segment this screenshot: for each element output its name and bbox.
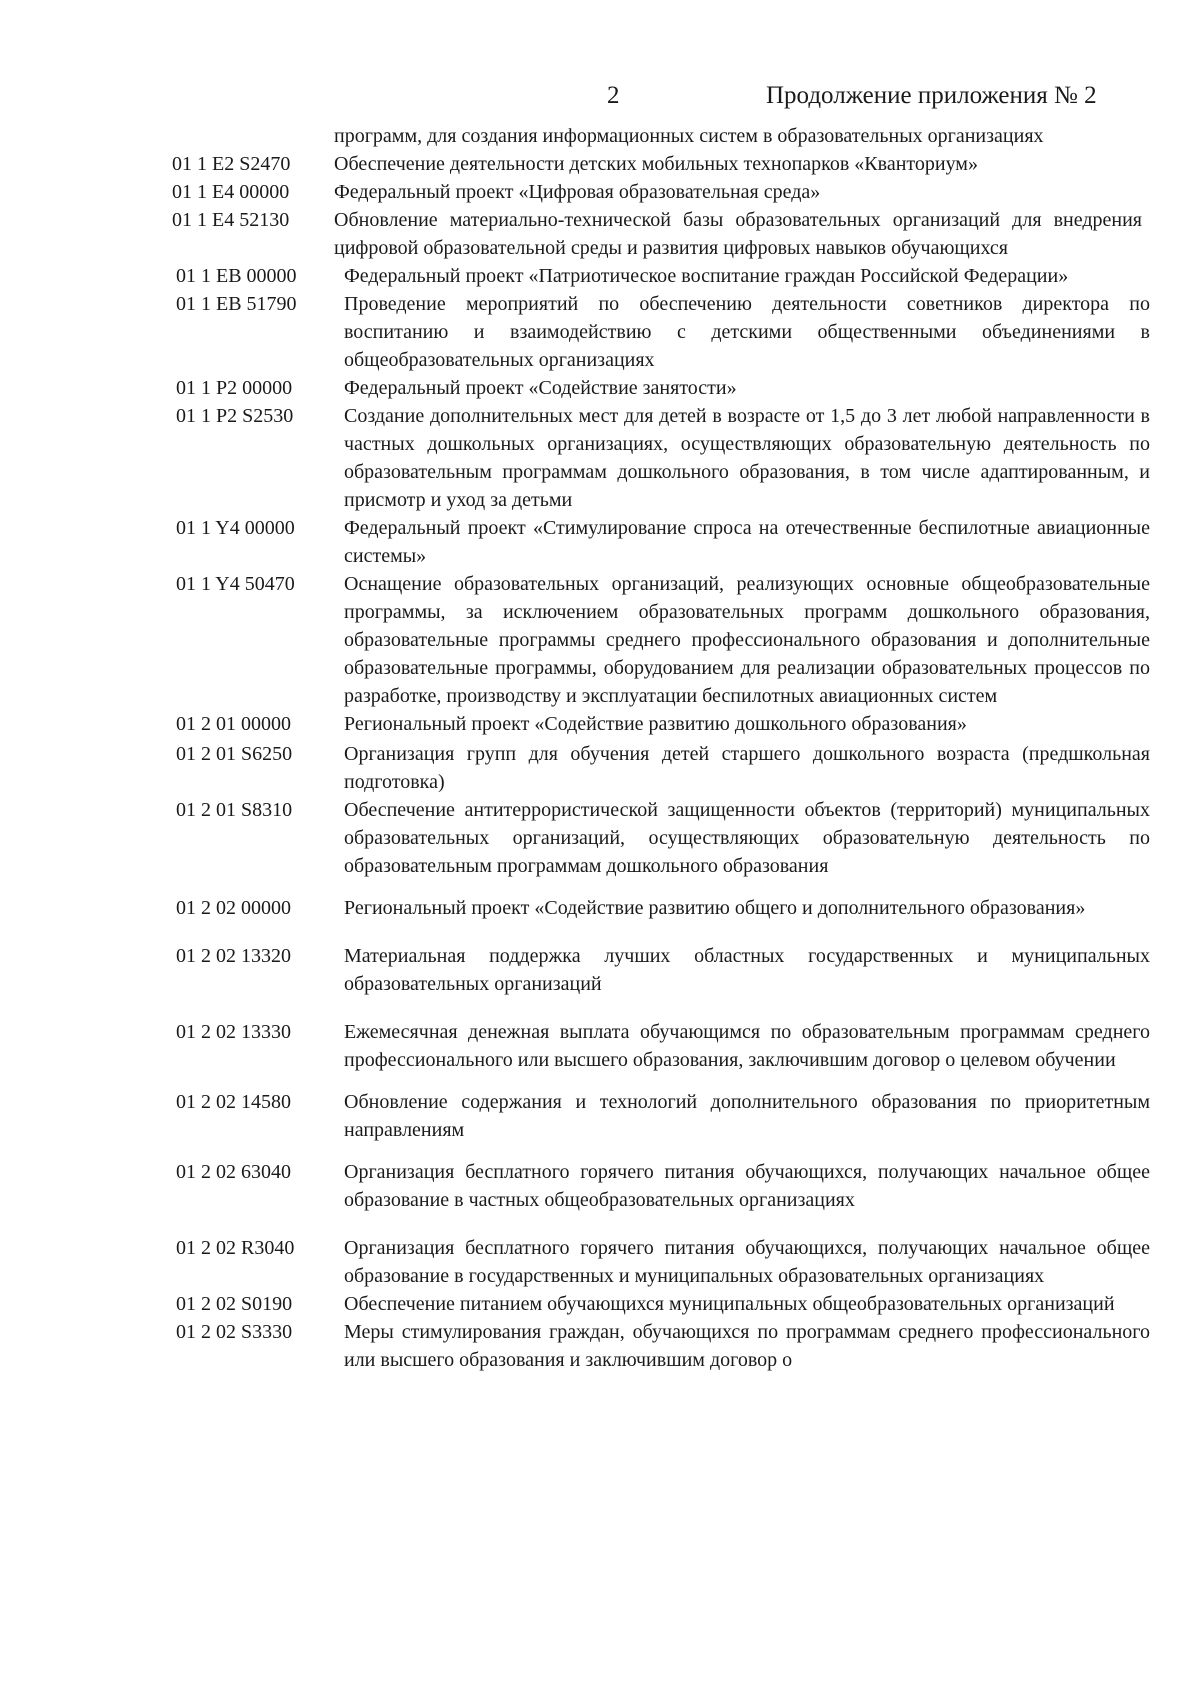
entry-code: 01 2 01 S6250 (176, 743, 293, 765)
entry-description: Обеспечение антитеррористической защищенности объектов (территорий) муниципальных образовательных организаций, осуществляющих образовательную деятельность по образовательным программам дошкольного образования (344, 799, 1150, 877)
list-item (172, 1234, 1150, 1290)
entry-code: 01 1 E4 00000 (172, 181, 290, 203)
list-item (172, 178, 1142, 206)
entry-description: Федеральный проект «Цифровая образовательная среда» (334, 181, 821, 203)
list-item (172, 122, 1142, 150)
entry-code: 01 1 Y4 50470 (176, 573, 295, 595)
entry-description: программ, для создания информационных систем в образовательных организациях (334, 125, 1044, 147)
entry-description: Федеральный проект «Патриотическое воспитание граждан Российской Федерации» (344, 265, 1069, 287)
entry-description: Меры стимулирования граждан, обучающихся по программам среднего профессионального или высшего образования и заключившим договор о (344, 1321, 1150, 1371)
page-number: 2 (607, 82, 620, 109)
list-item (172, 1290, 1150, 1318)
list-item (172, 514, 1150, 570)
entry-code: 01 1 E2 S2470 (172, 153, 291, 175)
list-item (172, 290, 1150, 374)
entry-code: 01 2 01 00000 (176, 713, 291, 735)
page-header (0, 82, 1200, 116)
list-item (172, 1018, 1150, 1074)
list-item (172, 570, 1150, 710)
list-item (172, 1318, 1150, 1374)
entry-code: 01 1 E4 52130 (172, 209, 290, 231)
entry-description: Организация бесплатного горячего питания обучающихся, получающих начальное общее образование в частных общеобразовательных организациях (344, 1161, 1150, 1211)
entry-description: Организация бесплатного горячего питания обучающихся, получающих начальное общее образование в государственных и муниципальных образовательных организациях (344, 1237, 1150, 1287)
list-item (172, 206, 1142, 262)
list-item (172, 894, 1150, 922)
list-item (172, 402, 1150, 514)
entry-code: 01 1 EB 51790 (176, 293, 297, 315)
list-item (172, 262, 1150, 290)
entry-description: Обеспечение деятельности детских мобильных технопарков «Кванториум» (334, 153, 978, 175)
entry-code: 01 2 01 S8310 (176, 799, 293, 821)
entry-code: 01 1 Y4 00000 (176, 517, 295, 539)
entry-description: Региональный проект «Содействие развитию общего и дополнительного образования» (344, 897, 1086, 919)
entry-description: Материальная поддержка лучших областных государственных и муниципальных образовательных организаций (344, 945, 1150, 995)
list-item (172, 740, 1150, 796)
list-item (172, 150, 1142, 178)
entry-code: 01 2 02 13320 (176, 945, 291, 967)
entry-code: 01 1 EB 00000 (176, 265, 297, 287)
list-item (172, 374, 1150, 402)
list-item (172, 1158, 1150, 1214)
budget-classification-list (172, 122, 1150, 1374)
entry-description: Обеспечение питанием обучающихся муниципальных общеобразовательных организаций (344, 1293, 1115, 1315)
entry-code: 01 1 P2 S2530 (176, 405, 294, 427)
entry-description: Обновление материально-технической базы образовательных организаций для внедрения цифровой образовательной среды и развития цифровых навыков обучающихся (334, 209, 1142, 259)
list-item (172, 1088, 1150, 1144)
entry-code: 01 2 02 R3040 (176, 1237, 295, 1259)
entry-code: 01 2 02 S0190 (176, 1293, 293, 1315)
list-item (172, 796, 1150, 880)
continuation-title: Продолжение приложения № 2 (766, 82, 1097, 109)
entry-description: Ежемесячная денежная выплата обучающимся по образовательным программам среднего профессионального или высшего образования, заключившим договор о целевом обучении (344, 1021, 1150, 1071)
entry-description: Создание дополнительных мест для детей в возрасте от 1,5 до 3 лет любой направленности в частных дошкольных организациях, осуществляющих образовательную деятельность по образовательным программам дошкольного образования, в том числе адаптированным, и присмотр и уход за детьми (344, 405, 1150, 511)
list-item (172, 710, 1150, 738)
entry-description: Организация групп для обучения детей старшего дошкольного возраста (предшкольная подготовка) (344, 743, 1150, 793)
entry-code: 01 2 02 13330 (176, 1021, 291, 1043)
entry-description: Проведение мероприятий по обеспечению деятельности советников директора по воспитанию и взаимодействию с детскими общественными объединениями в общеобразовательных организациях (344, 293, 1150, 371)
list-item (172, 942, 1150, 998)
entry-description: Федеральный проект «Содействие занятости» (344, 377, 737, 399)
entry-code: 01 2 02 63040 (176, 1161, 291, 1183)
entry-description: Оснащение образовательных организаций, реализующих основные общеобразовательные программы, за исключением образовательных программ дошкольного образования, образовательные программы среднего профессионального образования и дополнительные образовательные программы, оборудованием для реализации образовательных процессов по разработке, производству и эксплуатации беспилотных авиационных систем (344, 573, 1150, 707)
entry-code: 01 2 02 00000 (176, 897, 291, 919)
entry-code: 01 2 02 S3330 (176, 1321, 293, 1343)
entry-description: Обновление содержания и технологий дополнительного образования по приоритетным направлениям (344, 1091, 1150, 1141)
entry-description: Федеральный проект «Стимулирование спроса на отечественные беспилотные авиационные системы» (344, 517, 1150, 567)
entry-code: 01 1 P2 00000 (176, 377, 293, 399)
entry-description: Региональный проект «Содействие развитию дошкольного образования» (344, 713, 967, 735)
entry-code: 01 2 02 14580 (176, 1091, 291, 1113)
